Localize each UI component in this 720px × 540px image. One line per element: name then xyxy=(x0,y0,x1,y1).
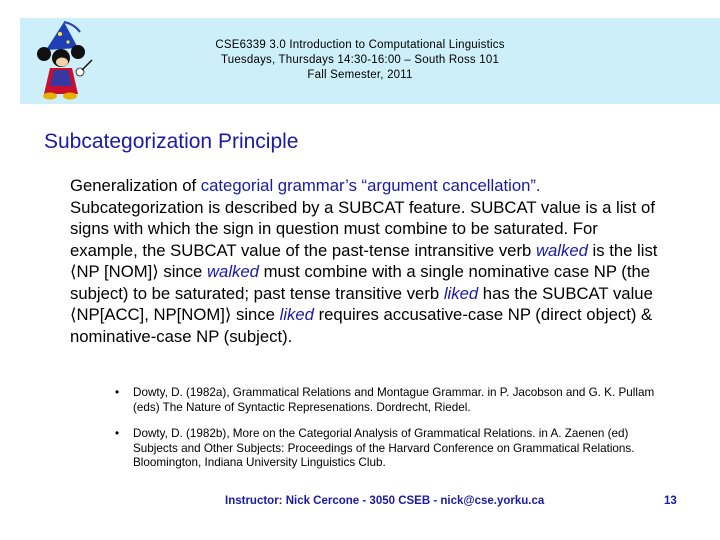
body-highlight: categorial grammar’s “argument cancellation”. xyxy=(200,176,541,195)
term-walked: walked xyxy=(535,240,588,260)
body-paragraph xyxy=(70,175,670,347)
reference-item xyxy=(115,386,675,415)
body-text: must combine with a single nominative case NP (the subject) to be saturated; past tense transitive verb xyxy=(70,262,651,303)
course-info xyxy=(150,38,570,83)
course-term: Fall Semester, 2011 xyxy=(307,69,413,81)
bullet-icon: • xyxy=(115,427,120,440)
slide-title: Subcategorization Principle xyxy=(44,130,299,153)
body-text: Generalization of xyxy=(70,176,201,195)
term-walked: walked xyxy=(206,262,259,281)
body-text: Subcategorization is described by a SUBCAT feature. SUBCAT value is a list of signs with which the sign in question must combine to be saturated. For example, the SUBCAT value of the past-tense intransitive verb xyxy=(70,197,655,260)
course-title: CSE6339 3.0 Introduction to Computational Linguistics xyxy=(215,39,505,51)
bullet-icon: • xyxy=(115,386,120,399)
term-liked: liked xyxy=(443,283,479,303)
reference-text: Dowty, D. (1982b), More on the Categorial Analysis of Grammatical Relations. in A. Zaenen (ed) Subjects and Other Subjects: Proceedings of the Harvard Conference on Grammatical Relations. Bloomington, Indiana University Linguistics Club. xyxy=(133,427,635,469)
page-number: 13 xyxy=(664,495,677,507)
references-list xyxy=(115,386,675,483)
term-liked: liked xyxy=(279,305,314,324)
course-schedule: Tuesdays, Thursdays 14:30-16:00 – South Ross 101 xyxy=(220,54,500,66)
body-text: requires accusative-case NP (direct object) & nominative-case NP (subject). xyxy=(70,305,653,346)
reference-text: Dowty, D. (1982a), Grammatical Relations and Montague Grammar. in P. Jacobson and G. K. Pullam (eds) The Nature of Syntactic Represenations. Dordrecht, Riedel. xyxy=(133,386,655,414)
body-text: is the list ⟨NP [NOM]⟩ since xyxy=(70,240,658,281)
body-text: has the SUBCAT value ⟨NP[ACC], NP[NOM]⟩ since xyxy=(70,283,653,324)
wizard-mouse-logo xyxy=(34,20,98,104)
reference-item xyxy=(115,427,675,471)
footer-instructor: Instructor: Nick Cercone - 3050 CSEB - nick@cse.yorku.ca xyxy=(225,495,545,507)
